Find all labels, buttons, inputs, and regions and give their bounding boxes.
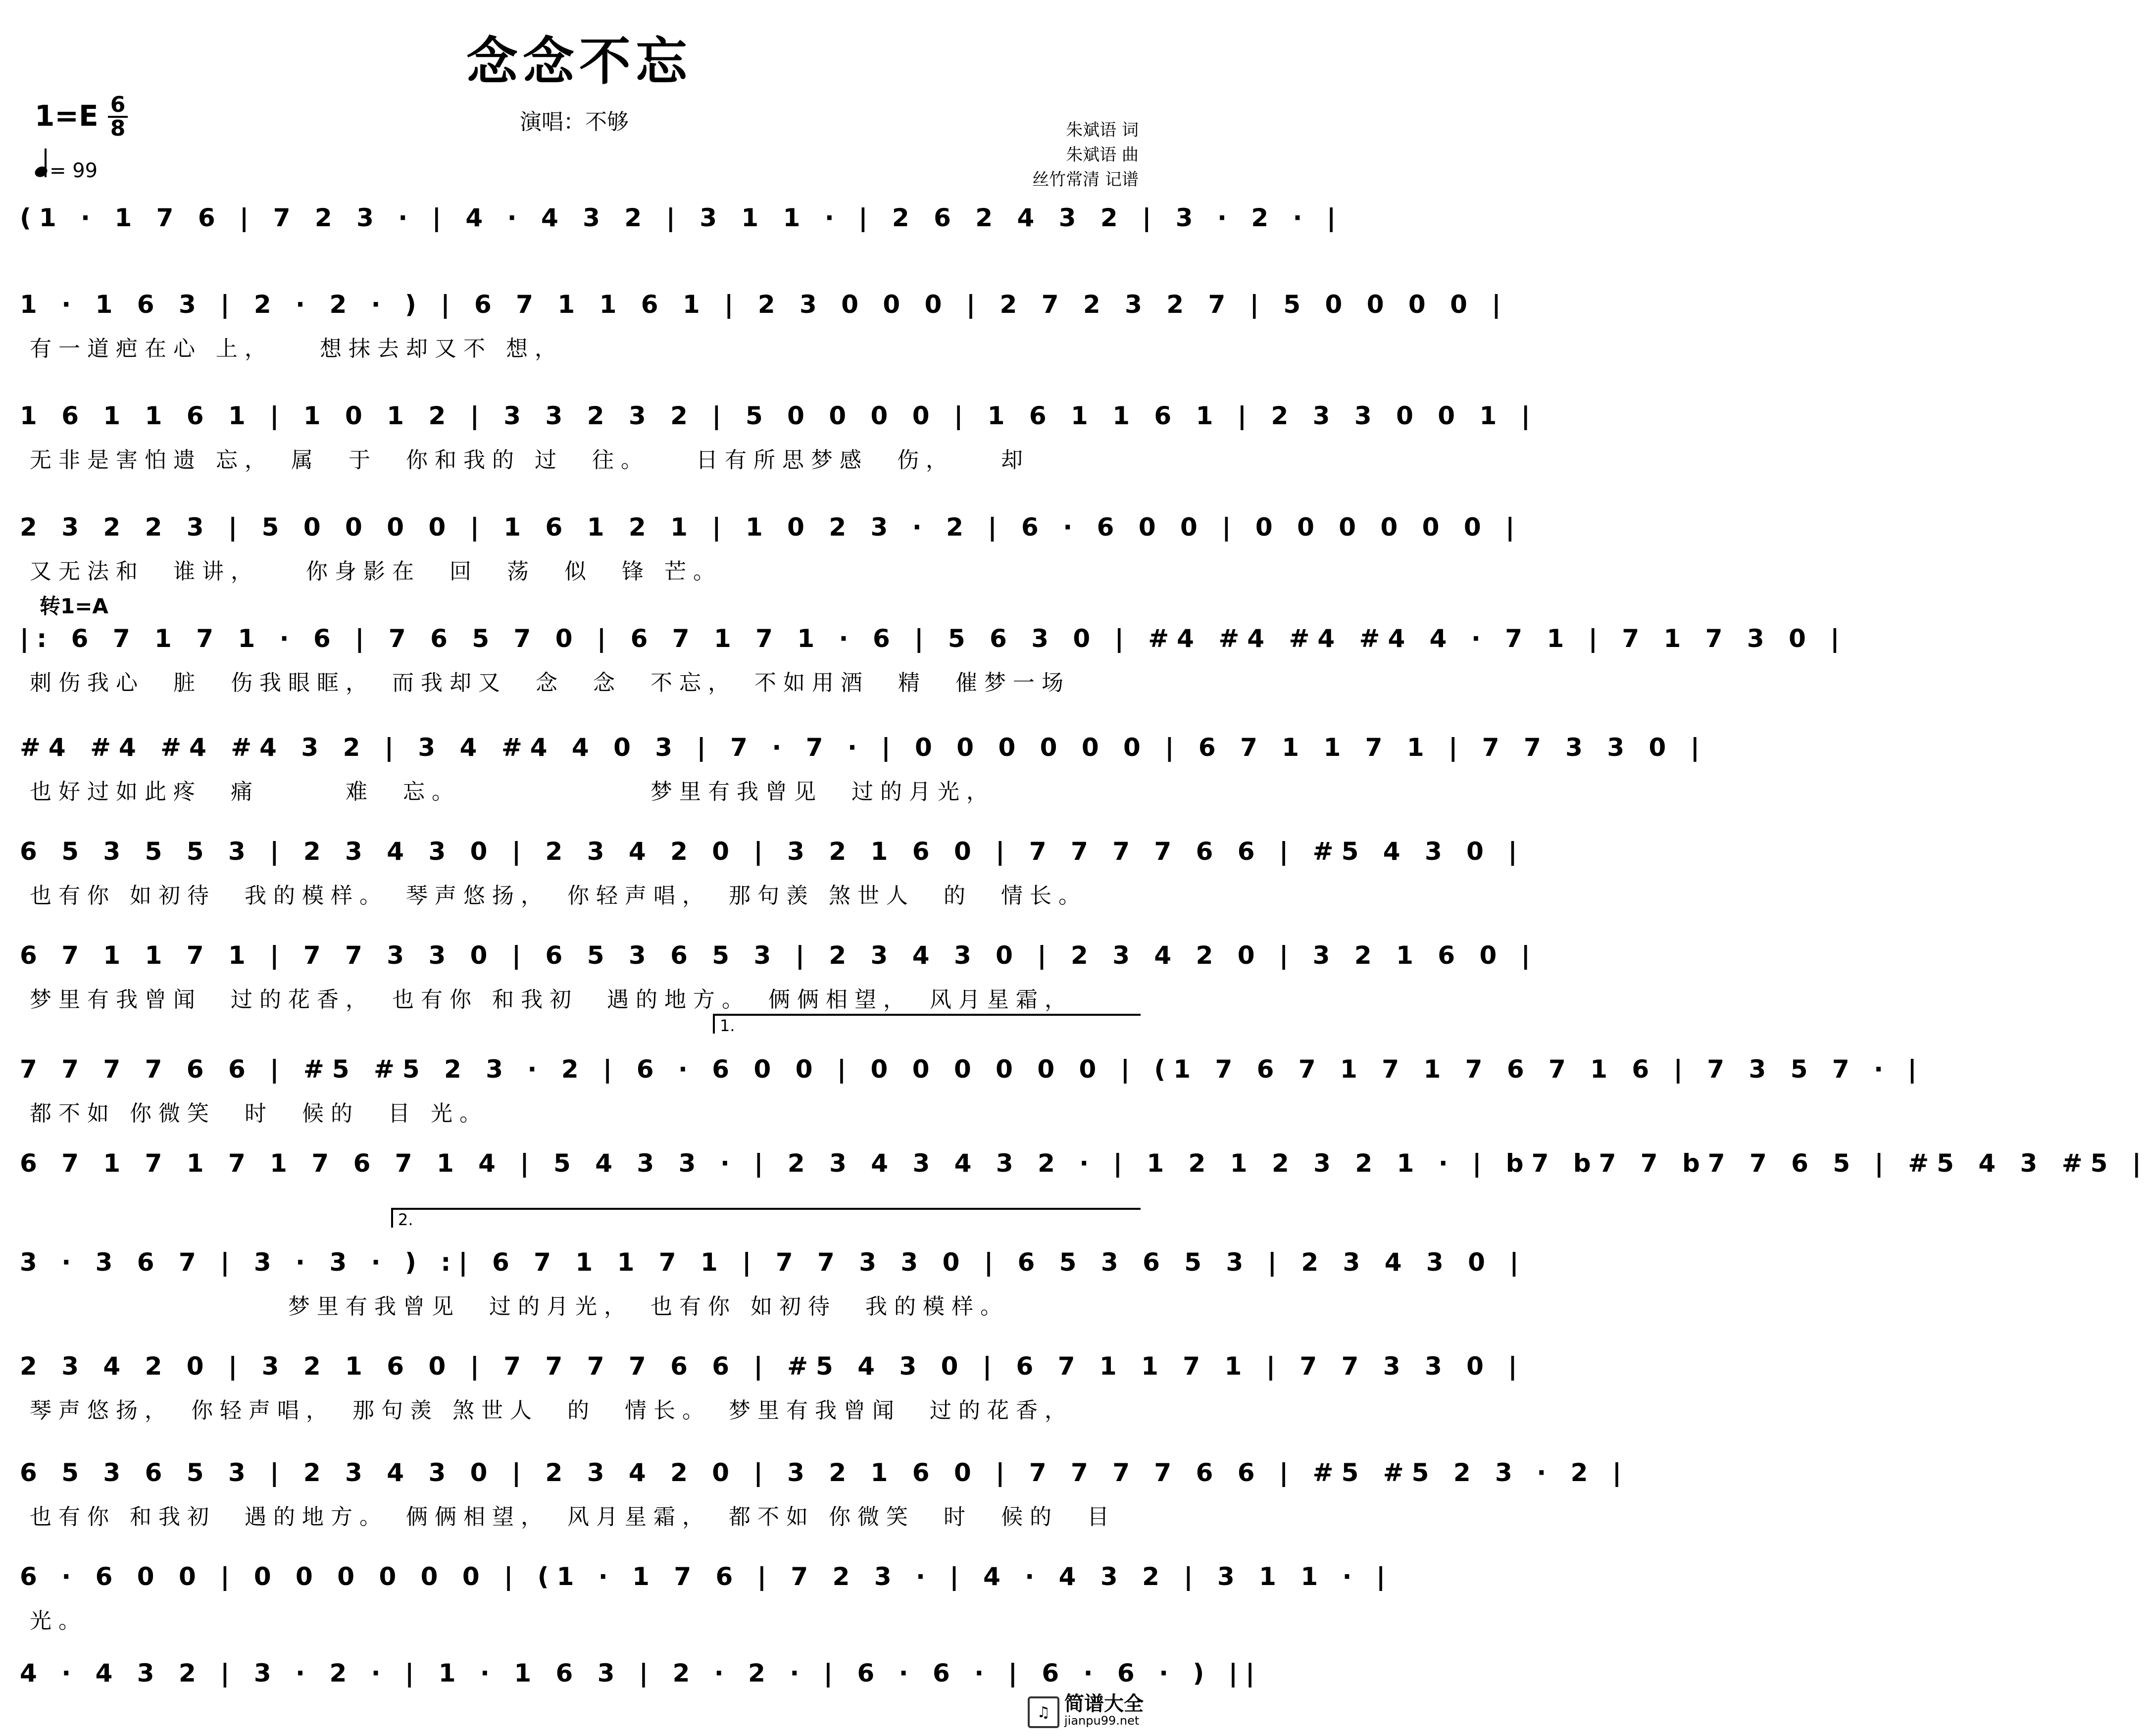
notation-line: 1 · 1 6 3 | 2 · 2 · ) | 6 7 1 1 6 1 | 2 3 0 0 0 | 2 7 2 3 2 7 | 5 0 0 0 0 | [20,290,1509,319]
score-title: 念念不忘 [466,31,692,92]
transcriber-credit: 丝竹常清 记谱 [1032,170,1139,190]
notation-line: #4 #4 #4 #4 3 2 | 3 4 #4 4 0 3 | 7 · 7 · | 0 0 0 0 0 0 | 6 7 1 1 7 1 | 7 7 3 3 0 | [20,733,1707,762]
notation-line: 2 3 4 2 0 | 3 2 1 6 0 | 7 7 7 7 6 6 | #5 4 3 0 | 6 7 1 1 7 1 | 7 7 3 3 0 | [20,1352,1525,1381]
notation-line: 2 3 2 2 3 | 5 0 0 0 0 | 1 6 1 2 1 | 1 0 2 3 · 2 | 6 · 6 0 0 | 0 0 0 0 0 0 | [20,513,1523,542]
lyric-line: 也好过如此疼 痛 难 忘。 梦里有我曾见 过的月光， [30,779,995,804]
second-ending-bracket: 2. [391,1208,1141,1228]
lyric-line: 刺伤我心 脏 伤我眼眶， 而我却又 念 念 不忘， 不如用酒 精 催梦一场 [30,670,1070,695]
key-signature: 1=E [35,99,99,133]
notation-line: (1 · 1 7 6 | 7 2 3 · | 4 · 4 3 2 | 3 1 1 · | 2 6 2 4 3 2 | 3 · 2 · | [20,203,1344,232]
lyric-line: 都不如 你微笑 时 候的 目 光。 [30,1101,488,1126]
lyric-line: 也有你 和我初 遇的地方。 俩俩相望， 风月星霜， 都不如 你微笑 时 候的 目 [30,1504,1116,1530]
lyric-line: 光。 [30,1608,87,1634]
lyric-line: 琴声悠扬， 你轻声唱， 那句羡 煞世人 的 情长。 梦里有我曾闻 过的花香， [30,1398,1073,1423]
notation-line: 6 7 1 1 7 1 | 7 7 3 3 0 | 6 5 3 6 5 3 | 2 3 4 3 0 | 2 3 4 2 0 | 3 2 1 6 0 | [20,941,1538,970]
watermark-url: jianpu99.net [1064,1714,1140,1728]
notation-line: 6 5 3 6 5 3 | 2 3 4 3 0 | 2 3 4 2 0 | 3 2 1 6 0 | 7 7 7 7 6 6 | #5 #5 2 3 · 2 | [20,1458,1630,1487]
notation-line: |: 6 7 1 7 1 · 6 | 7 6 5 7 0 | 6 7 1 7 1 · 6 | 5 6 3 0 | #4 #4 #4 #4 4 · 7 1 | 7 1 7 3 0 | [20,624,1848,653]
time-signature-bottom: 8 [110,116,126,141]
notation-line: 4 · 4 3 2 | 3 · 2 · | 1 · 1 6 3 | 2 · 2 · | 6 · 6 · | 6 · 6 · ) || [20,1659,1263,1687]
notation-line: 7 7 7 7 6 6 | #5 #5 2 3 · 2 | 6 · 6 0 0 | 0 0 0 0 0 0 | (1 7 6 7 1 7 1 7 6 7 1 6 | 7 3 5 7 · | [20,1055,1925,1084]
notation-line: 3 · 3 6 7 | 3 · 3 · ) :| 6 7 1 1 7 1 | 7 7 3 3 0 | 6 5 3 6 5 3 | 2 3 4 3 0 | [20,1248,1527,1277]
lyricist-credit: 朱斌语 词 [1066,120,1139,140]
modulation-marking: 转1=A [40,594,108,618]
lyric-line: 梦里有我曾见 过的月光， 也有你 如初待 我的模样。 [30,1294,1009,1319]
notation-line: 6 7 1 7 1 7 1 7 6 7 1 4 | 5 4 3 3 · | 2 3 4 3 4 3 2 · | 1 2 1 2 3 2 1 · | b7 b7 7 b7 7 6 5 | #5 4 3 #5 | [20,1149,2149,1178]
lyric-line: 梦里有我曾闻 过的花香， 也有你 和我初 遇的地方。 俩俩相望， 风月星霜， [30,987,1073,1012]
singer-credit: 演唱：不够 [520,109,629,135]
notation-line: 1 6 1 1 6 1 | 1 0 1 2 | 3 3 2 3 2 | 5 0 0 0 0 | 1 6 1 1 6 1 | 2 3 3 0 0 1 | [20,401,1538,430]
time-signature-top: 6 [108,94,128,118]
watermark-site-name: 简谱大全 [1064,1692,1144,1715]
lyric-line: 无非是害怕遗 忘， 属 于 你和我的 过 往。 日有所思梦感 伤， 却 [30,447,1030,473]
site-watermark [1028,1692,1144,1729]
first-ending-bracket: 1. [713,1014,1141,1034]
lyric-line: 有一道疤在心 上， 想抹去却又不 想， [30,336,563,361]
time-signature [108,94,128,140]
notation-line: 6 · 6 0 0 | 0 0 0 0 0 0 | (1 · 1 7 6 | 7 2 3 · | 4 · 4 3 2 | 3 1 1 · | [20,1562,1394,1591]
watermark-text [1064,1692,1144,1729]
lyric-line: 也有你 如初待 我的模样。 琴声悠扬， 你轻声唱， 那句羡 煞世人 的 情长。 [30,883,1087,908]
notation-line: 6 5 3 5 5 3 | 2 3 4 3 0 | 2 3 4 2 0 | 3 2 1 6 0 | 7 7 7 7 6 6 | #5 4 3 0 | [20,837,1525,866]
tempo-value: = 99 [50,159,98,182]
quarter-note-icon [33,164,49,179]
lyric-line: 又无法和 谁讲， 你身影在 回 荡 似 锋 芒。 [30,559,722,584]
composer-credit: 朱斌语 曲 [1066,145,1139,165]
tempo-marking [35,157,98,186]
credits-block [1032,118,1139,192]
piano-logo-icon: ♫ [1028,1696,1059,1728]
quarter-note-stem [45,149,47,177]
